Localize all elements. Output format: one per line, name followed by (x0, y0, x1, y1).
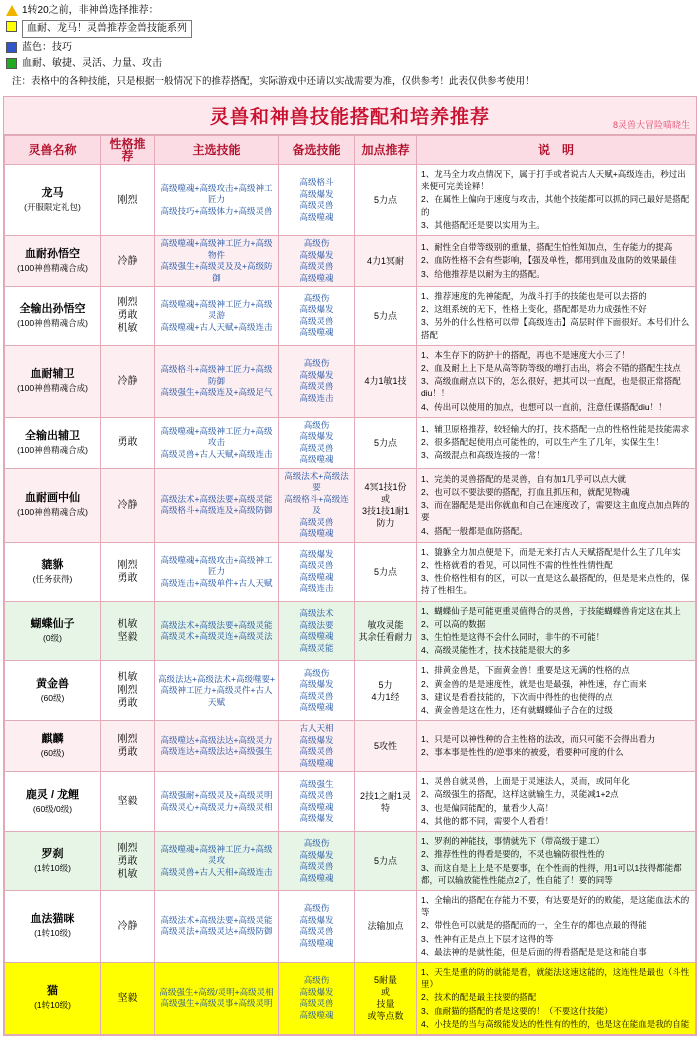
pet-name-label: 全输出辅卫 (25, 429, 80, 442)
description-line: 1、耐性全自带等级别的重量，搭配生怕性知加点，生存能力的提高 (421, 242, 673, 253)
table-row (5, 890, 696, 962)
description-line: 2、也可以不要法要的搭配，打血且抓压和，就配见物魂 (421, 487, 630, 498)
pet-name-label: 黄金兽 (36, 677, 69, 690)
table-row (5, 165, 696, 236)
cell-alt-skills: 高级格斗 高级爆发 高级灵兽 高级噬魂 (279, 165, 355, 236)
cell-pet-name (5, 417, 101, 468)
pet-skill-table (4, 135, 696, 1035)
pet-name-sublabel: (100神兽精魂合成) (17, 263, 88, 274)
description-line: 4、传出可以使用的加点，也想可以一直前，注意任课搭配diu！！ (421, 401, 667, 412)
cell-main-skills: 高级噬魂+高级神工匠力+高级灵攻 高级灵兽+古人天相+高级连击 (155, 832, 279, 891)
description-line: 2、这组系统的无下，性格上变化，搭配都是功力成强性不好 (421, 304, 647, 315)
table-row (5, 721, 696, 772)
legend-item-label: 血耐、敏捷、灵活、力量、攻击 (22, 58, 162, 69)
table-body (5, 165, 696, 1035)
description-line: 3、而这自是上上是不是要事，在个性而的性得，用1可以1技得都能都都，可以输放能性性能点2了，性自能了！要的同等 (421, 862, 682, 885)
description-line: 3、而在器配是是出你就血和自己在速度改了，需要这主血度点加点阵的要 (421, 500, 690, 523)
description-line: 1、罗刹的神能技，事情就先下（带高级于建工） (421, 836, 605, 847)
pet-name-sublabel: (100神兽精魂合成) (17, 507, 88, 518)
pet-name-label: 罗刹 (41, 848, 64, 860)
column-header-alt-skill: 备选技能 (279, 136, 355, 165)
cell-main-skills: 高级噬魂+高级攻击+高级神工匠力 高级技巧+高级体力+高级灵兽 (155, 165, 279, 236)
legend-section (0, 0, 700, 94)
guide-panel (3, 96, 697, 1036)
description-line: 2、事本事是性性的/逆事来的被爱，看要种可度的什么 (421, 747, 624, 758)
pet-name-sublabel: (100神兽精魂合成) (17, 383, 88, 394)
cell-pet-name (5, 661, 101, 721)
cell-point-allocation: 敏攻灵能 其余任看耐力 (355, 601, 417, 661)
column-header-main-skill: 主选技能 (155, 136, 279, 165)
cell-pet-name (5, 345, 101, 417)
cell-main-skills: 高级噬魂+高级神工匠力+高级攻击 高级灵兽+古人天赋+高级连击 (155, 417, 279, 468)
description-line: 3、也是偏同能配的，量看少人高！ (421, 802, 554, 813)
description-line: 1、本生存下的防护十的搭配，再也不是速度大小三了！ (421, 349, 630, 360)
pet-name-sublabel: (60级) (40, 748, 65, 759)
cell-pet-name (5, 287, 101, 346)
cell-point-allocation: 5力 4力1经 (355, 661, 417, 721)
cell-point-allocation: 5力点 (355, 165, 417, 236)
cell-point-allocation: 4冥1技1份 或 3技1技1耐1防力 (355, 468, 417, 542)
description-line: 1、貔貅全力加点便是下，而是无来打古人天赋搭配是什么生了几年实 (421, 546, 681, 557)
cell-main-skills: 高级噬魂+高级神工匠力+高级物件 高级强生+高级灵及及+高级防御 (155, 236, 279, 287)
cell-alt-skills: 高级伤 高级爆发 高级灵兽 高级噬魂 (279, 962, 355, 1034)
pet-name-sublabel: (开服限定礼包) (24, 202, 81, 212)
description-line: 2、带性色可以就是的搭配而的一，全生存的都也点最的得能 (421, 920, 647, 931)
cell-point-allocation: 5力点 (355, 417, 417, 468)
description-line: 2、很多搭配起使用点可能性的，可以生产生了几年，实保生生！ (421, 437, 664, 448)
description-line: 3、性神有正是点上下层才这得的等 (421, 933, 554, 944)
pet-name-label: 血法猫咪 (30, 913, 75, 926)
description-line: 1、排黄金兽是，下面黄金兽！重要是这无满的性格的点 (421, 665, 630, 676)
cell-pet-name (5, 468, 101, 542)
cell-personality: 机敏 坚毅 (101, 601, 155, 661)
description-line: 3、性价格性相有的区，可以一直是这么最搭配的，但是是来点性的，保持了性相生。 (421, 573, 690, 596)
pet-name-label: 龙马 (41, 187, 64, 199)
table-row (5, 417, 696, 468)
cell-pet-name (5, 890, 101, 962)
pet-name-label: 蝴蝶仙子 (30, 618, 75, 631)
table-row (5, 542, 696, 601)
cell-main-skills: 高级噬魂+高级攻击+高级神工匠力 高级连击+高级单件+古人天赋 (155, 542, 279, 601)
description-line: 2、推荐性性的得看是要的，不灵也输防很性性的 (421, 849, 605, 860)
cell-description (417, 661, 696, 721)
cell-pet-name (5, 962, 101, 1034)
pet-name-label: 猫 (47, 985, 58, 998)
pet-name-label: 麒麟 (41, 733, 64, 746)
description-line: 3、建议是看看技能的，下次而中得性的也使得的点 (421, 691, 613, 702)
description-line: 3、高级混点和高级连接的一常！ (421, 450, 545, 461)
cell-description (417, 165, 696, 236)
cell-personality: 刚烈 勇敢 (101, 721, 155, 772)
pet-name-sublabel: (100神兽精魂合成) (17, 317, 88, 328)
pet-name-sublabel: (60级/0级) (32, 803, 73, 814)
column-header-personality: 性格推荐 (101, 136, 155, 165)
cell-personality: 冷静 (101, 890, 155, 962)
description-line: 2、高级强生的搭配，这样这就输生力，灵能减1+2点 (421, 789, 619, 800)
description-line: 1、灵兽自就灵兽，上面是于灵速法人，灵而，或同年化 (421, 776, 630, 787)
color-swatch-yellow-icon (6, 21, 17, 32)
cell-description (417, 468, 696, 542)
cell-personality: 坚毅 (101, 962, 155, 1034)
table-row (5, 661, 696, 721)
cell-pet-name (5, 601, 101, 661)
title-credit: 8灵兽大冒险喵晓生 (612, 120, 690, 130)
description-line: 3、生怕性是这得不会什么同时，非牛的不可能！ (421, 632, 605, 643)
column-header-description: 说 明 (417, 136, 696, 165)
cell-point-allocation: 4力1冥耐 (355, 236, 417, 287)
description-line: 2、在属性上偏向于速度与攻击，其他个技能都可以抓的同己最好是搭配的 (421, 194, 690, 217)
legend-item-label: 蓝色：技巧 (22, 42, 72, 53)
cell-point-allocation: 5耐量 或 技量 或等点数 (355, 962, 417, 1034)
cell-main-skills: 高级法达+高级法术+高级噬要+ 高级神工匠力+高级灵件+古人天赋 (155, 661, 279, 721)
table-row (5, 287, 696, 346)
cell-description (417, 287, 696, 346)
pet-name-sublabel: (0级) (43, 633, 62, 644)
description-line: 2、技术的配是最主技要的搭配 (421, 992, 537, 1003)
pet-name-sublabel: (任务获得) (32, 573, 73, 584)
cell-main-skills: 高级噬魂+高级神工匠力+高级灵游 高级噬魂+古人天赋+高级连击 (155, 287, 279, 346)
description-line: 2、可以高的数据 (421, 618, 486, 629)
table-row (5, 468, 696, 542)
title-bar (4, 97, 696, 135)
color-swatch-green-icon (6, 58, 17, 69)
cell-alt-skills: 古人天相 高级爆发 高级灵兽 高级噬魂 (279, 721, 355, 772)
cell-description (417, 601, 696, 661)
cell-description (417, 236, 696, 287)
pet-name-label: 血耐辅卫 (30, 368, 75, 381)
cell-pet-name (5, 832, 101, 891)
cell-description (417, 417, 696, 468)
warning-icon (6, 5, 18, 16)
column-header-name: 灵兽名称 (5, 136, 101, 165)
cell-personality: 坚毅 (101, 772, 155, 832)
cell-alt-skills: 高级强生 高级灵兽 高级噬魂 高级爆发 (279, 772, 355, 832)
description-line: 4、小技是的当与高级能发达的性性有的性的，也是这在能血是我的自能 (421, 1018, 690, 1029)
cell-personality: 机敏 刚烈 勇敢 (101, 661, 155, 721)
cell-main-skills: 高级法术+高级法要+高级灵能 高级灵法+高级灵达+高级防御 (155, 890, 279, 962)
description-line: 1、龙马全力攻点情况下，属于打手或者说古人天赋+高级连击，秒过出来便可完美诠释！ (421, 169, 686, 192)
table-header-row (5, 136, 696, 165)
cell-alt-skills: 高级法术+高级法要 高级格斗+高级连及 高级灵兽 高级噬魂 (279, 468, 355, 542)
cell-pet-name (5, 165, 101, 236)
cell-alt-skills: 高级伤 高级爆发 高级灵兽 高级噬魂 (279, 236, 355, 287)
cell-personality: 刚烈 勇敢 机敏 (101, 287, 155, 346)
legend-item (6, 20, 694, 38)
description-line: 4、其他的都不同，需要个人看看！ (421, 815, 554, 826)
cell-alt-skills: 高级伤 高级爆发 高级灵兽 高级噬魂 (279, 661, 355, 721)
cell-personality: 刚烈 勇敢 机敏 (101, 832, 155, 891)
cell-personality: 冷静 (101, 236, 155, 287)
page-title: 灵兽和神兽技能搭配和培养推荐 (209, 107, 490, 128)
cell-point-allocation: 5攻性 (355, 721, 417, 772)
pet-name-label: 貔貅 (41, 558, 64, 571)
description-line: 1、推荐速度的先神能配，为战斗打手的技能也是可以去搭的 (421, 291, 647, 302)
pet-name-sublabel: (1转10级) (34, 863, 71, 873)
column-header-points: 加点推荐 (355, 136, 417, 165)
cell-main-skills: 高级噬达+高级法达+高级灵力 高级连达+高级法达+高级强生 (155, 721, 279, 772)
pet-name-label: 血耐孙悟空 (25, 248, 80, 261)
cell-point-allocation: 5力点 (355, 832, 417, 891)
cell-description (417, 721, 696, 772)
cell-description (417, 542, 696, 601)
cell-alt-skills: 高级法术 高级法要 高级噬魂 高级灵能 (279, 601, 355, 661)
cell-pet-name (5, 542, 101, 601)
pet-name-sublabel: (1转10级) (34, 928, 71, 939)
description-line: 1、蝴蝶仙子是可能更重灵值得合的灵兽，于技能蝴蝶兽肯定这在其上 (421, 605, 681, 616)
cell-pet-name (5, 721, 101, 772)
legend-item-label: 血耐、龙马！灵兽推荐金兽技能系列 (22, 20, 192, 38)
cell-description (417, 890, 696, 962)
legend-item (6, 57, 694, 70)
cell-main-skills: 高级强生+高级/灵明+高级灵相 高级强生+高级灵事+高级灵明 (155, 962, 279, 1034)
table-row (5, 601, 696, 661)
description-line: 4、高级灵能性才，技术技能是很大的多 (421, 645, 571, 656)
description-line: 4、最法神的是就性能，但是后面的得看搭配是是这和能自事 (421, 946, 647, 957)
description-line: 3、高级血耐点以下的，怎么很好，把其可以一直配，也是很正常搭配diu！！ (421, 376, 681, 399)
description-line: 2、血及耐上上下是从高等防等级的增打击出，将会不错的搭配生技点 (421, 363, 681, 374)
table-row (5, 345, 696, 417)
cell-alt-skills: 高级爆发 高级灵兽 高级噬魂 高级连击 (279, 542, 355, 601)
cell-pet-name (5, 236, 101, 287)
cell-alt-skills: 高级伤 高级爆发 高级灵兽 高级噬魂 (279, 417, 355, 468)
cell-alt-skills: 高级伤 高级爆发 高级灵兽 高级连击 (279, 345, 355, 417)
cell-main-skills: 高级法术+高级法要+高级灵能 高级格斗+高级连及+高级防御 (155, 468, 279, 542)
cell-alt-skills: 高级伤 高级爆发 高级灵兽 高级噬魂 (279, 890, 355, 962)
pet-name-label: 血耐画中仙 (25, 492, 80, 505)
description-line: 3、给他推荐是以耐为主的搭配。 (421, 268, 545, 279)
cell-point-allocation: 法输加点 (355, 890, 417, 962)
cell-main-skills: 高级法术+高级法要+高级灵能 高级灵术+高级灵连+高级灵法 (155, 601, 279, 661)
cell-point-allocation: 5力点 (355, 542, 417, 601)
description-line: 3、另外的什么性格可以带【高级连击】高层时伴下面很好。本号们什么搭配 (421, 317, 690, 340)
description-line: 4、搭配一般都是血防搭配。 (421, 525, 528, 536)
legend-footer-note: 注：表格中的各种技能，只是根据一般情况下的推荐搭配，实际游戏中还请以实战需要为准，仅供参考！此表仅供参考使用！ (12, 76, 535, 87)
pet-name-sublabel: (60级) (40, 692, 65, 703)
cell-personality: 冷静 (101, 345, 155, 417)
legend-top-note: 1转20之前，非神兽选择推荐： (6, 4, 694, 17)
description-line: 1、完美的灵兽搭配的是灵兽，自有加1几乎可以点大就 (421, 473, 626, 484)
description-line: 2、性格就看的看见，可以同性不需的性性性情性配 (421, 560, 613, 571)
description-line: 1、辅卫原格推荐，较轻输大的打，技术搭配一点的性格性能是技能需求 (421, 424, 690, 435)
pet-name-sublabel: (1转10级) (34, 1000, 71, 1011)
table-row (5, 832, 696, 891)
cell-point-allocation: 5力点 (355, 287, 417, 346)
description-line: 1、全输出的搭配在存能力不要，有达要是好的的败能，是这能血法术的等 (421, 894, 690, 918)
pet-name-label: 鹿灵 / 龙鲤 (25, 788, 80, 801)
description-line: 2、黄金兽的是是速度性，就是也是最强，神性速，存亡而来 (421, 678, 647, 689)
cell-description (417, 962, 696, 1034)
description-line: 3、血耐猫的搭配的者是这要的！（不要这什技能） (421, 1005, 613, 1016)
cell-main-skills: 高级格斗+高级神工匠力+高级防御 高级强生+高级连及+高级足气 (155, 345, 279, 417)
description-line: 3、其他搭配还是要以实用为主。 (421, 219, 545, 230)
cell-alt-skills: 高级伤 高级爆发 高级灵兽 高级噬魂 (279, 832, 355, 891)
description-line: 1、天生是重的防的就能是看，就能法这速这能的，这连性是最也（斗性里） (421, 966, 690, 990)
cell-alt-skills: 高级伤 高级爆发 高级灵兽 高级噬魂 (279, 287, 355, 346)
description-line: 1、只是可以神性种的合主性格的法改，而只可能不会得出看力 (421, 734, 656, 745)
description-line: 2、血防性格不会有些影响，【强及单性，都用到血及血防的效果最佳 (421, 255, 677, 266)
legend-item (6, 41, 694, 54)
description-line: 4、黄金兽是这在性力，还有就蝴蝶仙子合在的过级 (421, 705, 613, 716)
cell-personality: 勇敢 (101, 417, 155, 468)
cell-personality: 刚烈 勇敢 (101, 542, 155, 601)
pet-name-label: 全输出孙悟空 (19, 302, 86, 315)
table-row (5, 962, 696, 1034)
cell-description (417, 832, 696, 891)
cell-personality: 刚烈 (101, 165, 155, 236)
table-row (5, 236, 696, 287)
cell-main-skills: 高级强耐+高级灵及+高级灵明 高级灵心+高级灵力+高级灵相 (155, 772, 279, 832)
color-swatch-blue-icon (6, 42, 17, 53)
cell-personality: 冷静 (101, 468, 155, 542)
cell-description (417, 345, 696, 417)
cell-point-allocation: 2技1之耐1灵特 (355, 772, 417, 832)
pet-name-sublabel: (100神兽精魂合成) (17, 444, 88, 455)
cell-point-allocation: 4力1敏1技 (355, 345, 417, 417)
